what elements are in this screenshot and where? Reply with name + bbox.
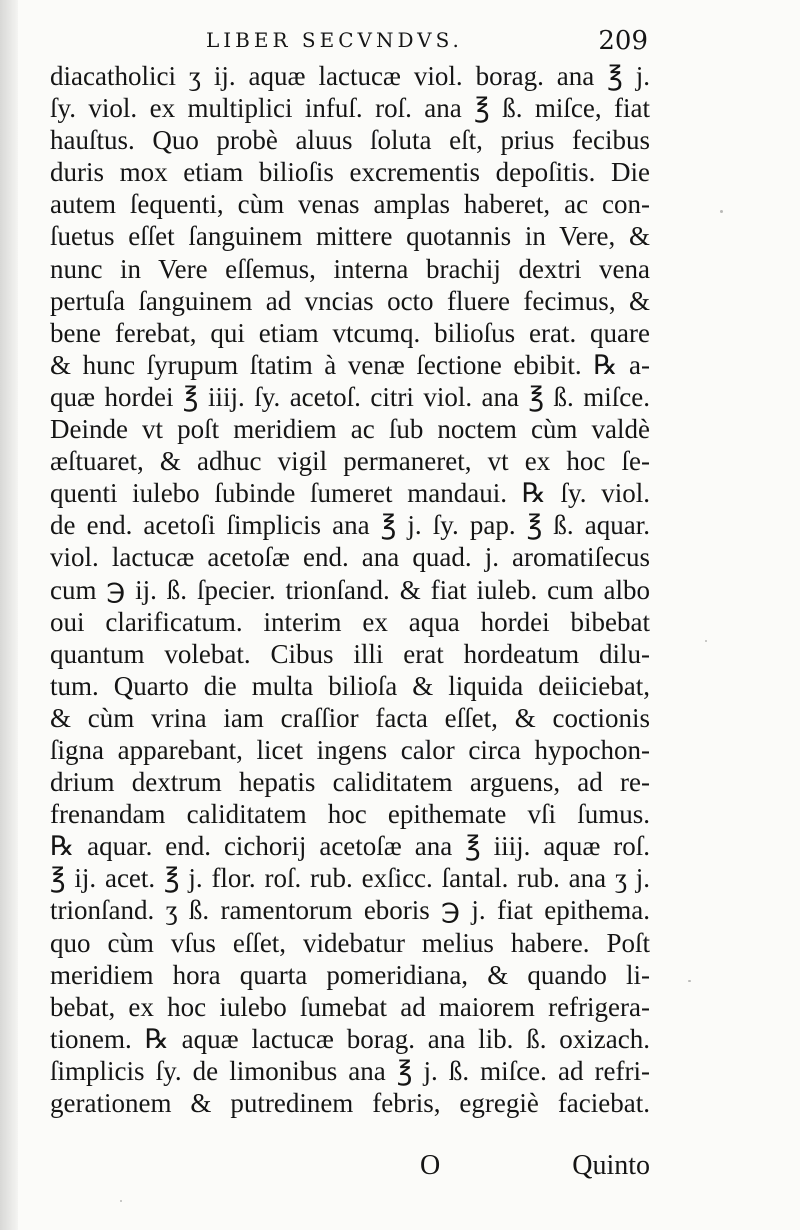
text-line: drium dextrum hepatis caliditatem arguens, ad re- <box>50 767 650 798</box>
text-line: quantum volebat. Cibus illi erat hordeatum dilu- <box>50 638 650 669</box>
text-line: æſtuaret, & adhuc vigil permaneret, vt ex hoc ſe- <box>50 446 650 477</box>
text-line: tionem. ℞ aquæ lactucæ borag. ana lib. ß. oxizach. <box>50 1023 650 1054</box>
signature-mark: O <box>420 1150 441 1181</box>
text-line: quo cùm vſus eſſet, videbatur melius habere. Poſt <box>50 927 650 958</box>
text-line: nunc in Vere eſſemus, interna brachij dextri vena <box>50 253 650 284</box>
page-number: 209 <box>598 26 648 56</box>
text-line: frenandam caliditatem hoc epithemate vſi ſumus. <box>50 799 650 830</box>
text-line: trionſand. ʒ ß. ramentorum eboris ℈ j. fiat epithema. <box>50 895 650 926</box>
page-footer <box>50 1150 650 1186</box>
text-line: tum. Quarto die multa bilioſa & liquida deiiciebat, <box>50 670 650 701</box>
text-line: ℞ aquar. end. cichorij acetoſæ ana ℥ iiij. aquæ roſ. <box>50 831 650 862</box>
text-line: quenti iulebo ſubinde ſumeret mandaui. ℞ ſy. viol. <box>50 478 650 509</box>
text-line: pertuſa ſanguinem ad vncias octo fluere fecimus, & <box>50 285 650 316</box>
text-line: de end. acetoſi ſimplicis ana ℥ j. ſy. pap. ℥ ß. aquar. <box>50 510 650 541</box>
text-line: diacatholici ʒ ij. aquæ lactucæ viol. borag. ana ℥ j. <box>50 61 650 91</box>
page-header <box>52 28 648 62</box>
text-line: quæ hordei ℥ iiij. ſy. acetoſ. citri viol. ana ℥ ß. miſce. <box>50 381 650 412</box>
text-line: Deinde vt poſt meridiem ac ſub noctem cùm valdè <box>50 414 650 445</box>
body-text <box>50 60 650 1119</box>
text-line: ℥ ij. acet. ℥ j. flor. roſ. rub. exſicc. ſantal. rub. ana ʒ j. <box>50 863 650 894</box>
text-line: ſy. viol. ex multiplici infuſ. roſ. ana ℥ ß. miſce, fiat <box>50 93 650 124</box>
catchword: Quinto <box>572 1150 650 1181</box>
text-line: gerationem & putredinem febris, egregiè faciebat. <box>50 1088 650 1118</box>
text-line: & cùm vrina iam craſſior facta eſſet, & coctionis <box>50 702 650 733</box>
paper-speck <box>705 640 707 642</box>
paper-speck <box>688 980 691 982</box>
text-line: meridiem hora quarta pomeridiana, & quando li- <box>50 959 650 990</box>
text-line: & hunc ſyrupum ſtatim à venæ ſectione ebibit. ℞ a- <box>50 349 650 380</box>
text-line: viol. lactucæ acetoſæ end. ana quad. j. aromatiſecus <box>50 542 650 573</box>
text-line: duris mox etiam bilioſis excrementis depoſitis. Die <box>50 157 650 188</box>
text-line: cum ℈ ij. ß. ſpecier. trionſand. & fiat iuleb. cum albo <box>50 574 650 605</box>
text-line: autem ſequenti, cùm venas amplas haberet, ac con- <box>50 189 650 220</box>
text-line: bene ferebat, qui etiam vtcumq. bilioſus erat. quare <box>50 317 650 348</box>
text-line: ſigna apparebant, licet ingens calor circa hypochon- <box>50 734 650 765</box>
text-line: hauſtus. Quo probè aluus ſoluta eſt, prius fecibus <box>50 125 650 156</box>
text-line: ſuetus eſſet ſanguinem mittere quotannis in Vere, & <box>50 221 650 252</box>
gutter-shadow <box>0 0 18 1230</box>
text-line: bebat, ex hoc iulebo ſumebat ad maiorem refrigera- <box>50 991 650 1022</box>
paper-speck <box>720 210 723 213</box>
text-line: ſimplicis ſy. de limonibus ana ℥ j. ß. miſce. ad refri- <box>50 1055 650 1086</box>
text-line: oui clarificatum. interim ex aqua hordei bibebat <box>50 606 650 637</box>
paper-speck <box>120 1200 122 1202</box>
running-head: LIBER SECVNDVS. <box>206 28 463 52</box>
